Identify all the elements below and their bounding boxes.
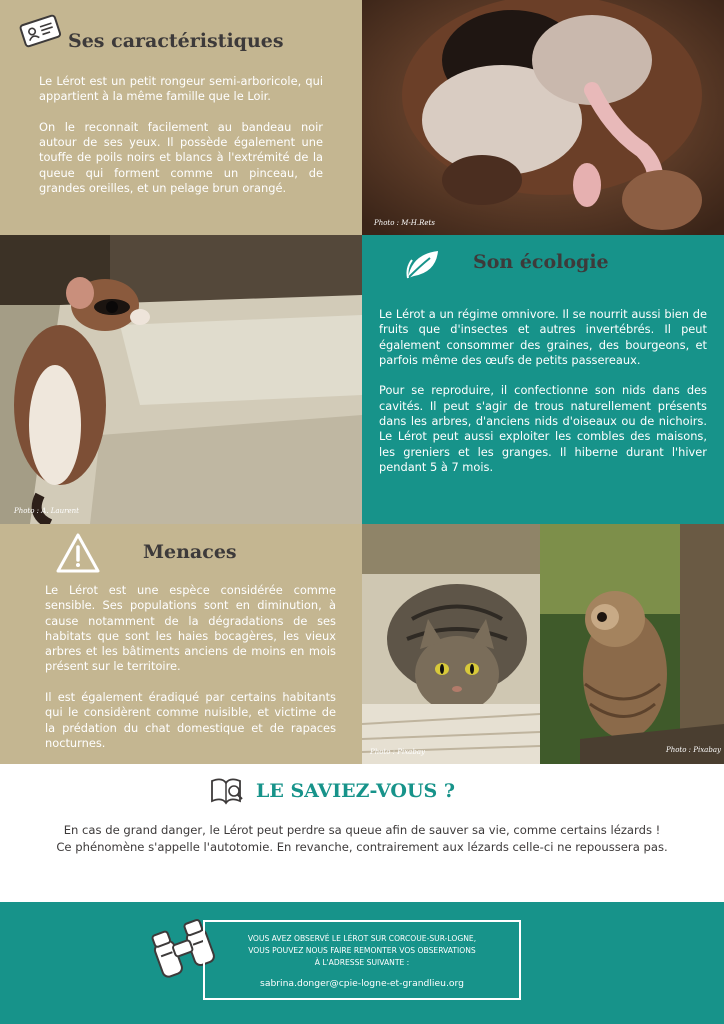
book-icon (208, 775, 244, 811)
observation-line-2: VOUS POUVEZ NOUS FAIRE REMONTER VOS OBSERVATIONS (248, 946, 476, 955)
ecology-paragraph-2: Pour se reproduire, il confectionne son nids dans des cavités. Il peut s'agir de trous naturellement présents dans les arbres, d'anciens nids d'oiseaux ou de nichoirs. Le Lérot peut aussi exploiter les combles des maisons, les greniers et les granges. Il hiberne durant l'hiver pendant 5 à 7 mois. (379, 383, 707, 474)
characteristics-panel (0, 0, 362, 235)
ecology-text (379, 307, 707, 491)
ecology-title: Son écologie (473, 251, 609, 273)
leaf-icon (404, 248, 442, 286)
did-you-know-line-2: Ce phénomène s'appelle l'autotomie. En revanche, contrairement aux lézards celle-ci ne repoussera pas. (56, 840, 668, 854)
climbing-dormouse-photo (0, 235, 362, 524)
did-you-know-title: LE SAVIEZ-VOUS ? (256, 780, 456, 802)
threats-text (45, 583, 336, 767)
threats-paragraph-2: Il est également éradiqué par certains habitants qui le considèrent comme nuisible, et victime de la prédation du chat domestique et de rapaces nocturnes. (45, 690, 336, 750)
ecology-panel (362, 235, 724, 524)
id-card-icon (18, 12, 62, 52)
contact-email-link[interactable]: sabrina.donger@cpie-logne-et-grandlieu.org (260, 978, 464, 989)
footer-panel (0, 902, 724, 1024)
warning-icon (55, 532, 101, 578)
owl-photo (540, 524, 724, 764)
photo-credit: Photo : M-H.Rets (374, 219, 435, 227)
threats-paragraph-1: Le Lérot est une espèce considérée comme sensible. Ses populations sont en diminution, à cause notamment de la dégradations de ses habitats que sont les haies bocagères, les vieux arbres et les bâtiments anciens de moins en mois présent sur le territoire. (45, 583, 336, 674)
photo-credit: Photo : A. Laurent (14, 507, 79, 515)
ecology-paragraph-1: Le Lérot a un régime omnivore. Il se nourrit aussi bien de fruits que d'insectes et autres invertébrés. Il peut également consommer des graines, des bourgeons, et parfois même des œufs de petits passereaux. (379, 307, 707, 367)
characteristics-text (39, 74, 323, 212)
characteristics-paragraph-2: On le reconnait facilement au bandeau noir autour de ses yeux. Il possède également une touffe de poils noirs et blancs à l'extrémité de la queue qui forment comme un pinceau, de grandes oreilles, et un pelage brun orangé. (39, 119, 323, 196)
threats-title: Menaces (143, 541, 237, 563)
characteristics-paragraph-1: Le Lérot est un petit rongeur semi-arboricole, qui appartient à la même famille que le Loir. (39, 74, 323, 104)
photo-credit: Photo : Pixabay (370, 748, 425, 756)
threats-panel (0, 524, 362, 764)
did-you-know-section (0, 764, 724, 902)
observation-line-3: À L'ADRESSE SUIVANTE : (314, 958, 410, 967)
characteristics-title: Ses caractéristiques (68, 30, 284, 52)
observation-box (203, 920, 521, 1000)
cat-photo (362, 524, 540, 764)
photo-credit: Photo : Pixabay (666, 746, 721, 754)
sleeping-dormouse-photo (362, 0, 724, 235)
did-you-know-line-1: En cas de grand danger, le Lérot peut perdre sa queue afin de sauver sa vie, comme certains lézards ! (63, 823, 661, 837)
observation-line-1: VOUS AVEZ OBSERVÉ LE LÉROT SUR CORCOUE-SUR-LOGNE, (247, 934, 477, 943)
